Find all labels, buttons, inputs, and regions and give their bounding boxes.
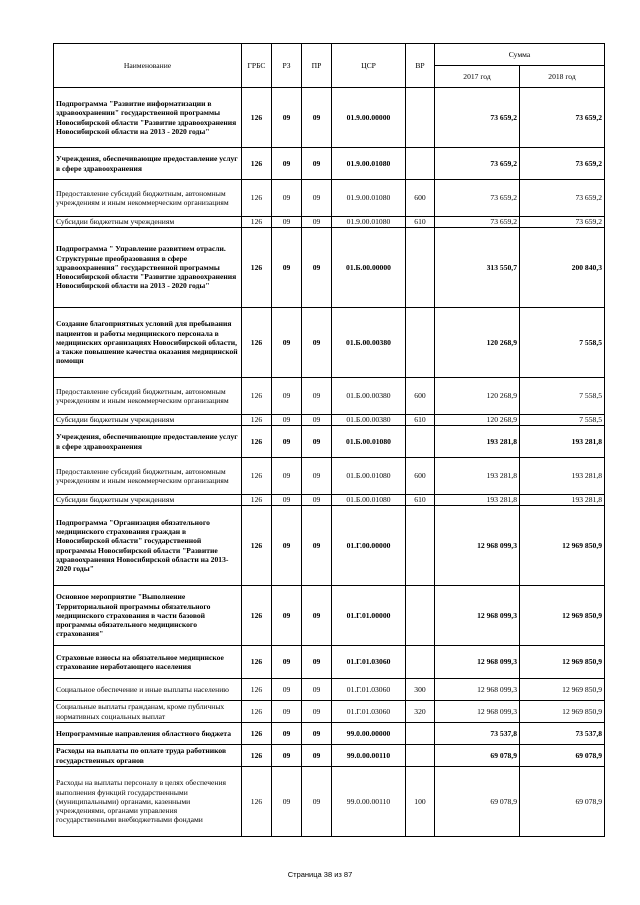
header-sum: Сумма — [435, 44, 605, 66]
cell-pr: 09 — [302, 767, 332, 837]
cell-sum-2017: 12 968 099,3 — [435, 506, 520, 586]
cell-pr: 09 — [302, 586, 332, 646]
cell-sum-2018: 7 558,5 — [520, 415, 605, 426]
cell-grbs: 126 — [242, 426, 272, 458]
cell-grbs: 126 — [242, 679, 272, 701]
header-pr: ПР — [302, 44, 332, 88]
cell-grbs: 126 — [242, 180, 272, 217]
cell-rz: 09 — [272, 701, 302, 723]
cell-csr: 01.Б.00.00380 — [332, 378, 406, 415]
table-row — [54, 378, 605, 415]
header-csr: ЦСР — [332, 44, 406, 88]
cell-rz: 09 — [272, 679, 302, 701]
cell-vr: 600 — [406, 180, 435, 217]
table-row — [54, 506, 605, 586]
cell-sum-2018: 7 558,5 — [520, 378, 605, 415]
cell-rz: 09 — [272, 426, 302, 458]
cell-grbs: 126 — [242, 415, 272, 426]
budget-table — [53, 43, 605, 837]
cell-sum-2018: 73 659,2 — [520, 217, 605, 228]
cell-csr: 01.Г.01.03060 — [332, 701, 406, 723]
cell-sum-2018: 12 969 850,9 — [520, 646, 605, 679]
cell-name: Предоставление субсидий бюджетным, автономным учреждениям и иным некоммерческим организациям — [54, 458, 242, 495]
cell-grbs: 126 — [242, 586, 272, 646]
cell-pr: 09 — [302, 723, 332, 745]
table-row — [54, 88, 605, 148]
cell-rz: 09 — [272, 767, 302, 837]
cell-csr: 99.0.00.00110 — [332, 767, 406, 837]
cell-sum-2018: 73 659,2 — [520, 88, 605, 148]
cell-grbs: 126 — [242, 723, 272, 745]
table-row — [54, 415, 605, 426]
cell-sum-2018: 200 840,3 — [520, 228, 605, 308]
cell-csr: 01.Г.01.03060 — [332, 646, 406, 679]
cell-csr: 01.Б.00.01080 — [332, 426, 406, 458]
cell-sum-2018: 73 659,2 — [520, 148, 605, 180]
cell-csr: 01.Г.01.00000 — [332, 586, 406, 646]
cell-sum-2018: 193 281,8 — [520, 458, 605, 495]
cell-rz: 09 — [272, 458, 302, 495]
cell-name: Социальное обеспечение и иные выплаты населению — [54, 679, 242, 701]
cell-vr — [406, 308, 435, 378]
page-footer: Страница 38 из 87 — [287, 870, 353, 879]
cell-vr: 600 — [406, 458, 435, 495]
cell-name: Подпрограмма "Организация обязательного медицинского страхования граждан в Новосибирской области" государственной программы Новосибирской области "Развитие здравоохранения Новосибирской области на 2013-2020 годы" — [54, 506, 242, 586]
cell-vr — [406, 88, 435, 148]
cell-sum-2018: 73 537,8 — [520, 723, 605, 745]
cell-grbs: 126 — [242, 458, 272, 495]
cell-name: Учреждения, обеспечивающие предоставление услуг в сфере здравоохранения — [54, 426, 242, 458]
cell-sum-2018: 12 969 850,9 — [520, 506, 605, 586]
cell-grbs: 126 — [242, 495, 272, 506]
cell-vr: 610 — [406, 495, 435, 506]
cell-pr: 09 — [302, 180, 332, 217]
cell-sum-2017: 120 268,9 — [435, 415, 520, 426]
cell-csr: 01.9.00.01080 — [332, 217, 406, 228]
cell-grbs: 126 — [242, 148, 272, 180]
cell-grbs: 126 — [242, 217, 272, 228]
cell-sum-2017: 193 281,8 — [435, 495, 520, 506]
header-grbs: ГРБС — [242, 44, 272, 88]
cell-rz: 09 — [272, 646, 302, 679]
cell-rz: 09 — [272, 586, 302, 646]
cell-name: Основное мероприятие "Выполнение Территориальной программы обязательного медицинского страхования в части базовой программы обязательного медицинского страхования" — [54, 586, 242, 646]
cell-csr: 01.Г.01.03060 — [332, 679, 406, 701]
cell-name: Создание благоприятных условий для пребывания пациентов и работы медицинского персонала в медицинских организациях Новосибирской области, а также повышение качества оказания медицинской помощи — [54, 308, 242, 378]
cell-pr: 09 — [302, 88, 332, 148]
cell-name: Страховые взносы на обязательное медицинское страхование неработающего населения — [54, 646, 242, 679]
cell-sum-2018: 193 281,8 — [520, 495, 605, 506]
cell-vr — [406, 723, 435, 745]
cell-rz: 09 — [272, 308, 302, 378]
cell-sum-2018: 12 969 850,9 — [520, 586, 605, 646]
cell-sum-2018: 69 078,9 — [520, 745, 605, 767]
header-2017: 2017 год — [435, 66, 520, 88]
cell-grbs: 126 — [242, 308, 272, 378]
cell-sum-2017: 73 659,2 — [435, 180, 520, 217]
table-row — [54, 646, 605, 679]
cell-sum-2018: 12 969 850,9 — [520, 679, 605, 701]
cell-csr: 01.Б.00.00380 — [332, 415, 406, 426]
cell-name: Расходы на выплаты по оплате труда работников государственных органов — [54, 745, 242, 767]
table-row — [54, 180, 605, 217]
table-row — [54, 217, 605, 228]
cell-csr: 01.9.00.00000 — [332, 88, 406, 148]
cell-grbs: 126 — [242, 506, 272, 586]
cell-sum-2017: 73 659,2 — [435, 217, 520, 228]
cell-sum-2018: 12 969 850,9 — [520, 701, 605, 723]
cell-vr: 610 — [406, 217, 435, 228]
header-rz: РЗ — [272, 44, 302, 88]
cell-csr: 01.Г.00.00000 — [332, 506, 406, 586]
cell-vr — [406, 506, 435, 586]
table-row — [54, 586, 605, 646]
cell-name: Субсидии бюджетным учреждениям — [54, 415, 242, 426]
cell-pr: 09 — [302, 458, 332, 495]
cell-grbs: 126 — [242, 378, 272, 415]
cell-name: Предоставление субсидий бюджетным, автономным учреждениям и иным некоммерческим организациям — [54, 180, 242, 217]
cell-vr — [406, 228, 435, 308]
cell-name: Подпрограмма "Развитие информатизации в здравоохранении" государственной программы Новосибирской области "Развитие здравоохранения Новосибирской области на 2013 - 2020 годы" — [54, 88, 242, 148]
cell-pr: 09 — [302, 415, 332, 426]
cell-sum-2018: 7 558,5 — [520, 308, 605, 378]
cell-pr: 09 — [302, 506, 332, 586]
cell-sum-2017: 12 968 099,3 — [435, 679, 520, 701]
cell-name: Подпрограмма " Управление развитием отрасли. Структурные преобразования в сфере здравоохранения" государственной программы Новосибирской области "Развитие здравоохранения Новосибирской области на 2013 - 2020 годы" — [54, 228, 242, 308]
cell-csr: 99.0.00.00110 — [332, 745, 406, 767]
cell-grbs: 126 — [242, 646, 272, 679]
table-row — [54, 495, 605, 506]
cell-name: Предоставление субсидий бюджетным, автономным учреждениям и иным некоммерческим организациям — [54, 378, 242, 415]
cell-csr: 99.0.00.00000 — [332, 723, 406, 745]
table-row — [54, 679, 605, 701]
cell-sum-2017: 120 268,9 — [435, 378, 520, 415]
table-row — [54, 308, 605, 378]
cell-pr: 09 — [302, 378, 332, 415]
cell-rz: 09 — [272, 88, 302, 148]
table-row — [54, 767, 605, 837]
cell-csr: 01.Б.00.01080 — [332, 458, 406, 495]
cell-rz: 09 — [272, 217, 302, 228]
cell-sum-2018: 193 281,8 — [520, 426, 605, 458]
table-row — [54, 228, 605, 308]
cell-sum-2017: 73 537,8 — [435, 723, 520, 745]
cell-grbs: 126 — [242, 745, 272, 767]
cell-sum-2017: 73 659,2 — [435, 148, 520, 180]
cell-vr: 100 — [406, 767, 435, 837]
cell-sum-2018: 69 078,9 — [520, 767, 605, 837]
cell-grbs: 126 — [242, 88, 272, 148]
cell-sum-2017: 12 968 099,3 — [435, 701, 520, 723]
cell-sum-2018: 73 659,2 — [520, 180, 605, 217]
cell-rz: 09 — [272, 228, 302, 308]
cell-pr: 09 — [302, 426, 332, 458]
table-row — [54, 458, 605, 495]
cell-name: Непрограммные направления областного бюджета — [54, 723, 242, 745]
cell-sum-2017: 313 550,7 — [435, 228, 520, 308]
header-vr: ВР — [406, 44, 435, 88]
cell-rz: 09 — [272, 723, 302, 745]
cell-name: Расходы на выплаты персоналу в целях обеспечения выполнения функций государственными (муниципальными) органами, казенными учреждениями, органами управления государственными внебюджетными фондами — [54, 767, 242, 837]
cell-rz: 09 — [272, 415, 302, 426]
table-row — [54, 426, 605, 458]
cell-sum-2017: 12 968 099,3 — [435, 586, 520, 646]
table-row — [54, 701, 605, 723]
cell-rz: 09 — [272, 180, 302, 217]
cell-vr: 300 — [406, 679, 435, 701]
cell-rz: 09 — [272, 506, 302, 586]
cell-sum-2017: 12 968 099,3 — [435, 646, 520, 679]
cell-vr — [406, 586, 435, 646]
cell-name: Учреждения, обеспечивающие предоставление услуг в сфере здравоохранения — [54, 148, 242, 180]
cell-pr: 09 — [302, 646, 332, 679]
cell-csr: 01.Б.00.00380 — [332, 308, 406, 378]
cell-pr: 09 — [302, 148, 332, 180]
cell-rz: 09 — [272, 495, 302, 506]
cell-csr: 01.9.00.01080 — [332, 180, 406, 217]
cell-csr: 01.Б.00.01080 — [332, 495, 406, 506]
cell-vr: 610 — [406, 415, 435, 426]
cell-sum-2017: 193 281,8 — [435, 426, 520, 458]
cell-name: Социальные выплаты гражданам, кроме публичных нормативных социальных выплат — [54, 701, 242, 723]
cell-csr: 01.Б.00.00000 — [332, 228, 406, 308]
cell-sum-2017: 73 659,2 — [435, 88, 520, 148]
table-row — [54, 148, 605, 180]
cell-grbs: 126 — [242, 228, 272, 308]
cell-vr — [406, 426, 435, 458]
cell-grbs: 126 — [242, 701, 272, 723]
header-name: Наименование — [54, 44, 242, 88]
cell-sum-2017: 69 078,9 — [435, 767, 520, 837]
cell-sum-2017: 193 281,8 — [435, 458, 520, 495]
header-2018: 2018 год — [520, 66, 605, 88]
cell-sum-2017: 69 078,9 — [435, 745, 520, 767]
cell-pr: 09 — [302, 495, 332, 506]
cell-pr: 09 — [302, 228, 332, 308]
cell-sum-2017: 120 268,9 — [435, 308, 520, 378]
cell-vr — [406, 745, 435, 767]
cell-rz: 09 — [272, 745, 302, 767]
cell-vr: 320 — [406, 701, 435, 723]
cell-name: Субсидии бюджетным учреждениям — [54, 495, 242, 506]
cell-pr: 09 — [302, 745, 332, 767]
table-row — [54, 723, 605, 745]
table-row — [54, 745, 605, 767]
cell-pr: 09 — [302, 217, 332, 228]
cell-csr: 01.9.00.01080 — [332, 148, 406, 180]
cell-vr: 600 — [406, 378, 435, 415]
cell-pr: 09 — [302, 679, 332, 701]
cell-pr: 09 — [302, 308, 332, 378]
cell-rz: 09 — [272, 378, 302, 415]
cell-grbs: 126 — [242, 767, 272, 837]
cell-name: Субсидии бюджетным учреждениям — [54, 217, 242, 228]
cell-pr: 09 — [302, 701, 332, 723]
cell-rz: 09 — [272, 148, 302, 180]
cell-vr — [406, 646, 435, 679]
cell-vr — [406, 148, 435, 180]
